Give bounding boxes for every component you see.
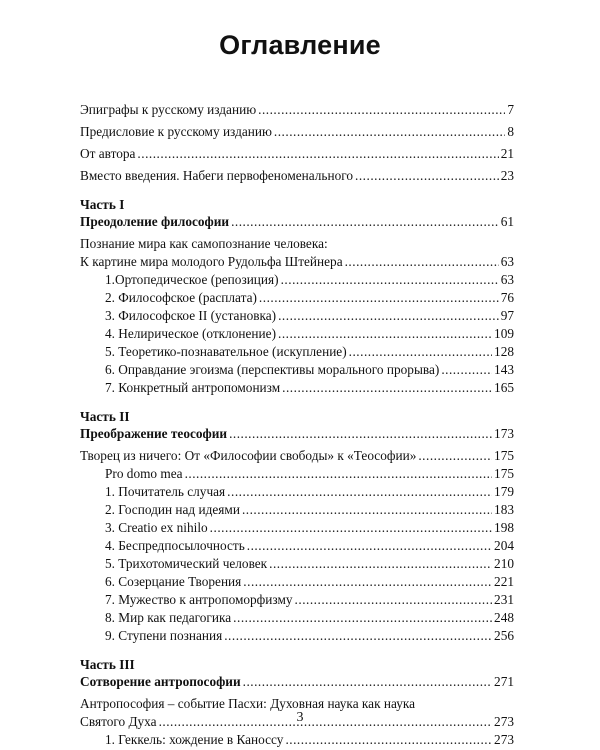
entry-title: 2. Философское (расплата) [105, 290, 257, 305]
entry-title: Вместо введения. Набеги первофеноменального [80, 168, 354, 183]
toc-entry[interactable] [80, 253, 514, 271]
entry-page: 63 [500, 272, 514, 287]
entry-page: 273 [494, 714, 514, 729]
entry-title: 1. Геккель: хождение в Каноссу [105, 732, 284, 747]
entry-title: К картине мира молодого Рудольфа Штейнера [80, 254, 343, 269]
toc-entry[interactable] [80, 501, 514, 519]
chapter-title-line: Антропософия – событие Пасхи: Духовная наука как наука [80, 696, 416, 711]
entry-page: 248 [494, 610, 514, 625]
toc-entry[interactable] [80, 343, 514, 361]
entry-title: 9. Ступени познания [105, 628, 223, 643]
table-of-contents [80, 101, 514, 749]
entry-title: 4. Нелирическое (отклонение) [105, 326, 276, 341]
entry-page: 221 [494, 574, 514, 589]
leader-dots [258, 101, 505, 119]
leader-dots [269, 555, 492, 573]
entry-page: 165 [494, 380, 514, 395]
toc-entry[interactable] [80, 609, 514, 627]
entry-title: 1.Ортопедическое (репозиция) [105, 272, 279, 287]
entry-page: 97 [500, 308, 514, 323]
leader-dots [210, 519, 492, 537]
toc-entry[interactable] [80, 483, 514, 501]
leader-dots [137, 145, 498, 163]
leader-dots [278, 325, 492, 343]
entry-page: 256 [494, 628, 514, 643]
leader-dots [281, 271, 499, 289]
entry-page: 175 [494, 448, 514, 463]
entry-page: 204 [494, 538, 514, 553]
entry-page: 175 [494, 466, 514, 481]
toc-entry[interactable] [80, 673, 514, 691]
leader-dots [229, 425, 492, 443]
entry-page: 7 [507, 102, 514, 117]
part-heading: Преображение теософии [80, 426, 228, 441]
toc-entry[interactable] [80, 101, 514, 119]
part-heading: Преодоление философии [80, 214, 230, 229]
part-label: Часть II [80, 409, 130, 424]
toc-entry[interactable] [80, 145, 514, 163]
leader-dots [441, 361, 492, 379]
toc-entry[interactable] [80, 731, 514, 749]
leader-dots [278, 307, 499, 325]
entry-title: 6. Созерцание Творения [105, 574, 242, 589]
leader-dots [418, 447, 492, 465]
leader-dots [247, 537, 492, 555]
toc-entry[interactable] [80, 213, 514, 231]
leader-dots [285, 731, 492, 749]
leader-dots [355, 167, 499, 185]
part-label: Часть III [80, 657, 135, 672]
entry-page: 179 [494, 484, 514, 499]
entry-page: 198 [494, 520, 514, 535]
leader-dots [231, 213, 499, 231]
entry-title: 7. Мужество к антропоморфизму [105, 592, 293, 607]
entry-page: 128 [494, 344, 514, 359]
toc-entry[interactable] [80, 465, 514, 483]
chapter-title-line: Познание мира как самопознание человека: [80, 236, 328, 251]
entry-title: Творец из ничего: От «Философии свободы» к «Теософии» [80, 448, 417, 463]
entry-page: 271 [494, 674, 514, 689]
part-label: Часть I [80, 197, 125, 212]
toc-entry[interactable] [80, 573, 514, 591]
entry-page: 8 [507, 124, 514, 139]
entry-title: 3. Философское II (установка) [105, 308, 277, 323]
leader-dots [233, 609, 492, 627]
leader-dots [243, 673, 492, 691]
entry-page: 173 [494, 426, 514, 441]
toc-entry[interactable] [80, 591, 514, 609]
toc-entry[interactable] [80, 447, 514, 465]
toc-entry[interactable] [80, 555, 514, 573]
entry-page: 273 [494, 732, 514, 747]
entry-page: 183 [494, 502, 514, 517]
leader-dots [185, 465, 492, 483]
entry-page: 63 [500, 254, 514, 269]
page-number: 3 [296, 710, 304, 725]
toc-entry[interactable] [80, 167, 514, 185]
entry-title: 5. Теоретико-познавательное (искупление) [105, 344, 347, 359]
entry-page: 210 [494, 556, 514, 571]
toc-entry[interactable] [80, 123, 514, 141]
toc-entry[interactable] [80, 325, 514, 343]
toc-entry[interactable] [80, 289, 514, 307]
leader-dots [224, 627, 492, 645]
entry-page: 231 [494, 592, 514, 607]
leader-dots [243, 573, 492, 591]
entry-page: 143 [494, 362, 514, 377]
leader-dots [345, 253, 499, 271]
leader-dots [227, 483, 492, 501]
toc-entry[interactable] [80, 537, 514, 555]
toc-entry[interactable] [80, 379, 514, 397]
entry-page: 61 [500, 214, 514, 229]
toc-entry[interactable] [80, 627, 514, 645]
toc-entry[interactable] [80, 361, 514, 379]
leader-dots [349, 343, 492, 361]
entry-title: Святого Духа [80, 714, 157, 729]
entry-page: 109 [494, 326, 514, 341]
entry-page: 21 [500, 146, 514, 161]
toc-entry[interactable] [80, 307, 514, 325]
entry-page: 76 [500, 290, 514, 305]
leader-dots [282, 379, 492, 397]
entry-title: Предисловие к русскому изданию [80, 124, 272, 139]
entry-title: 8. Мир как педагогика [105, 610, 232, 625]
entry-title: 3. Creatio ex nihilo [105, 520, 208, 535]
entry-page: 23 [500, 168, 514, 183]
toc-entry[interactable] [80, 271, 514, 289]
leader-dots [295, 591, 493, 609]
leader-dots [274, 123, 505, 141]
entry-title: 7. Конкретный антропомонизм [105, 380, 281, 395]
entry-title: Эпиграфы к русскому изданию [80, 102, 257, 117]
leader-dots [259, 289, 499, 307]
page-title: Оглавление [219, 30, 381, 60]
entry-title: От автора [80, 146, 136, 161]
leader-dots [242, 501, 492, 519]
toc-entry[interactable] [80, 425, 514, 443]
toc-entry[interactable] [80, 519, 514, 537]
entry-title: 5. Трихотомический человек [105, 556, 268, 571]
entry-title: 4. Беспредпосылочность [105, 538, 245, 553]
entry-title: Pro domo mea [105, 466, 183, 481]
part-heading: Сотворение антропософии [80, 674, 241, 689]
entry-title: 1. Почитатель случая [105, 484, 226, 499]
entry-title: 2. Господин над идеями [105, 502, 240, 517]
entry-title: 6. Оправдание эгоизма (перспективы морального прорыва) [105, 362, 440, 377]
